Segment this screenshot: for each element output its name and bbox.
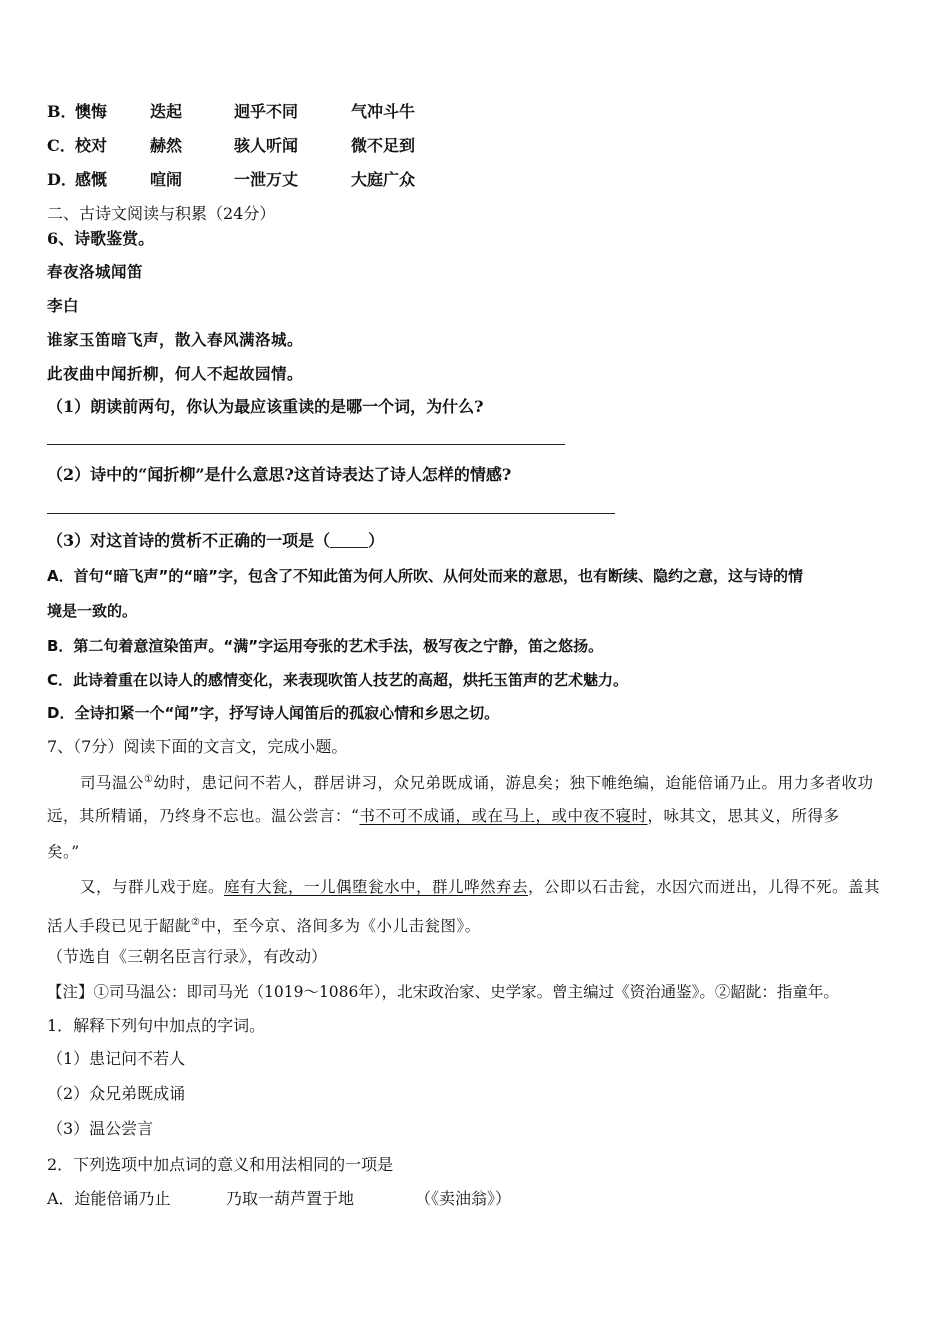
q7-sub1-item: （2）众兄弟既成诵 [47,1084,186,1103]
passage-source: （节选自《三朝名臣言行录》，有改动） [47,947,328,966]
option-letter: B． [47,102,77,121]
section-title: 二、古诗文阅读与积累（24分） [47,204,276,223]
passage-text: 活人手段已见于龆龀 [47,917,192,935]
option-letter: D． [47,170,77,189]
option-word: 迥乎不同 [234,102,299,121]
q6-option-c: C．此诗着重在以诗人的感情变化，来表现吹笛人技艺的高超，烘托玉笛声的艺术魅力。 [47,671,629,689]
poem-line: 谁家玉笛暗飞声，散入春风满洛城。 [47,330,304,349]
passage-line [47,806,839,826]
passage-line [80,877,880,897]
passage-note: 【注】①司马温公：即司马光（1019～1086年），北宋政治家、史学家。曾主编过《资治通鉴》。②龆龀：指童年。 [47,983,839,1001]
footnote-mark: ② [191,917,201,928]
poem-line: 此夜曲中闻折柳，何人不起故园情。 [47,364,304,383]
footnote-mark: ① [144,774,154,785]
passage-text: 司马温公 [80,774,145,792]
option-word: 感慨 [75,170,108,189]
q7-sub1-item: （3）温公尝言 [47,1119,154,1138]
poem-title: 春夜洛城闻笛 [47,262,144,281]
option-word: 大庭广众 [351,170,416,189]
passage-text: 远，其所精诵，乃终身不忘也。温公尝言：“ [47,807,360,825]
q6-sub3-text: （3）对这首诗的赏析不正确的一项是（ [47,531,331,550]
passage-text: 幼时，患记问不若人，群居讲习，众兄弟既成诵，游息矣；独下帷绝编，迨能倍诵乃止。用力多者收功 [153,774,874,792]
q6-option-a-cont: 境是一致的。 [47,602,138,620]
q6-sub1: （1）朗读前两句，你认为最应该重读的是哪一个词，为什么? [47,397,484,416]
answer-blank[interactable] [330,533,368,548]
q6-option-d: D．全诗扣紧一个“闻”字，抒写诗人闻笛后的孤寂心情和乡思之切。 [47,704,500,722]
q7-sub2-option-a: A．迨能倍诵乃止 [47,1189,171,1208]
option-word: 一泄万丈 [234,170,299,189]
option-word: 骇人听闻 [234,136,299,155]
q7-sub1: 1．解释下列句中加点的字词。 [47,1016,266,1035]
q6-option-b: B．第二句着意渲染笛声。“满”字运用夸张的艺术手法，极写夜之宁静，笛之悠扬。 [47,637,604,655]
q7-sub2-option-a-source: （《卖油翁》） [415,1189,512,1208]
passage-line [47,913,481,936]
option-word: 微不足到 [351,136,416,155]
option-word: 喧闹 [150,170,183,189]
q6-title: 6、诗歌鉴赏。 [47,229,155,248]
option-word: 迭起 [150,102,183,121]
option-letter: C． [47,136,76,155]
q6-option-a: A．首句“暗飞声”的“暗”字，包含了不知此笛为何人所吹、从何处而来的意思，也有断续、隐约之意，这与诗的情 [47,567,804,585]
answer-line [47,444,565,445]
passage-line: 矣。” [47,843,80,861]
q6-sub3-close: ） [368,531,385,550]
q7-sub2-option-a-compare: 乃取一葫芦置于地 [226,1189,355,1208]
q7-title: 7、（7分）阅读下面的文言文，完成小题。 [47,737,348,756]
option-word: 懊悔 [75,102,108,121]
q6-sub3 [47,531,384,551]
q6-sub2: （2）诗中的“闻折柳”是什么意思?这首诗表达了诗人怎样的情感? [47,465,512,484]
underlined-sentence: 书不可不成诵，或在马上，或中夜不寝时 [359,807,648,825]
q7-sub1-item: （1）患记问不若人 [47,1049,186,1068]
q7-sub2: 2．下列选项中加点词的意义和用法相同的一项是 [47,1155,394,1174]
passage-text: ，咏其文，思其义，所得多 [647,807,840,825]
passage-line [80,770,874,793]
option-word: 赫然 [150,136,183,155]
option-word: 气冲斗牛 [351,102,416,121]
answer-line [47,513,615,514]
passage-text: 又，与群儿戏于庭。 [80,878,225,896]
passage-text: ，公即以石击瓮，水因穴而迸出，儿得不死。盖其 [528,878,881,896]
passage-text: 中，至今京、洛间多为《小儿击瓮图》。 [200,917,481,935]
option-word: 校对 [75,136,108,155]
underlined-sentence: 庭有大瓮，一儿偶堕瓮水中，群儿哗然弃去 [224,878,529,896]
poem-author: 李白 [47,296,80,315]
